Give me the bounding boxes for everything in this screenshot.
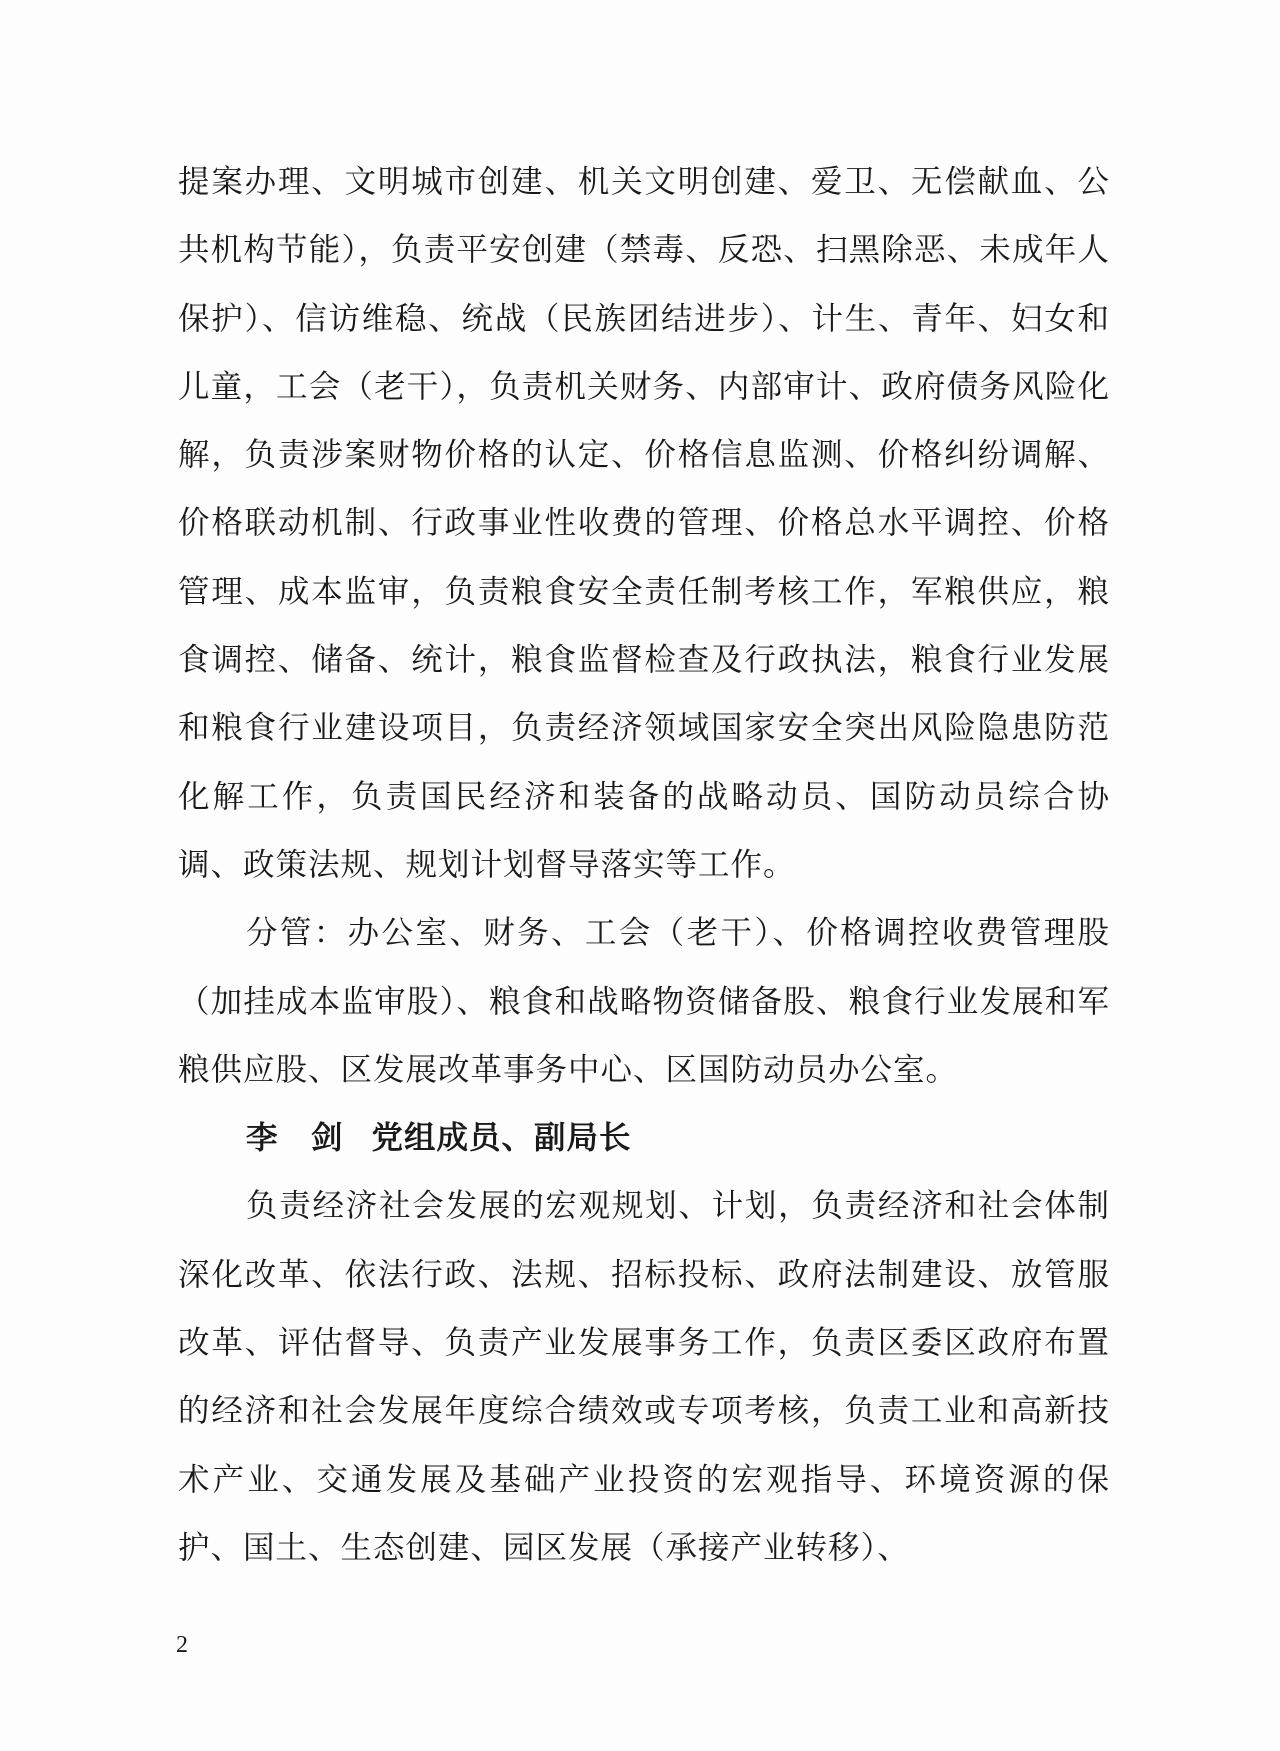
- paragraph-responsibilities: 分管：办公室、财务、工会（老干）、价格调控收费管理股（加挂成本监审股）、粮食和战略物资储备股、粮食行业发展和军粮供应股、区发展改革事务中心、区国防动员办公室。: [178, 915, 1110, 1088]
- official-title: 党组成员、副局长: [371, 1119, 632, 1157]
- document-body: [178, 148, 1110, 1582]
- page-number: 2: [176, 1632, 188, 1658]
- official-name: 李 剑: [246, 1119, 344, 1157]
- paragraph-official-duties: 负责经济社会发展的宏观规划、计划，负责经济和社会体制深化改革、依法行政、法规、招标投标、政府法制建设、放管服改革、评估督导、负责产业发展事务工作，负责区委区政府布置的经济和社会发展年度综合绩效或专项考核，负责工业和高新技术产业、交通发展及基础产业投资的宏观指导、环境资源的保护、国土、生态创建、园区发展（承接产业转移）、: [178, 1188, 1110, 1566]
- paragraph-duties-continued: 提案办理、文明城市创建、机关文明创建、爱卫、无偿献血、公共机构节能），负责平安创建（禁毒、反恐、扫黑除恶、未成年人保护）、信访维稳、统战（民族团结进步）、计生、青年、妇女和儿童，工会（老干），负责机关财务、内部审计、政府债务风险化解，负责涉案财物价格的认定、价格信息监测、价格纠纷调解、价格联动机制、行政事业性收费的管理、价格总水平调控、价格管理、成本监审，负责粮食安全责任制考核工作，军粮供应，粮食调控、储备、统计，粮食监督检查及行政执法，粮食行业发展和粮食行业建设项目，负责经济领域国家安全突出风险隐患防范化解工作，负责国民经济和装备的战略动员、国防动员综合协调、政策法规、规划计划督导落实等工作。: [178, 164, 1110, 883]
- official-heading: [178, 1104, 1110, 1172]
